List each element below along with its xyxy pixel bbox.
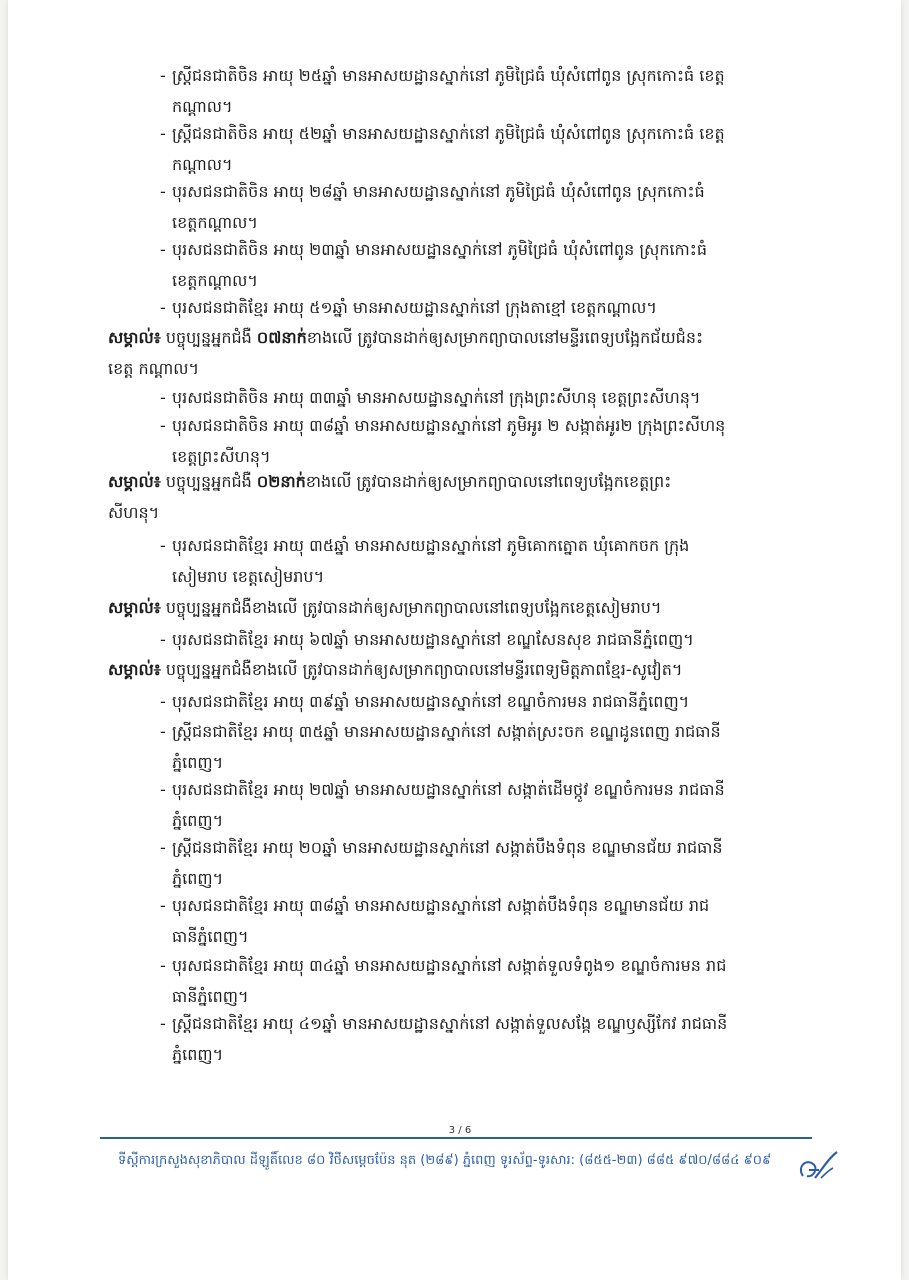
list-item bbox=[160, 1008, 823, 1070]
note-label: សម្គាល់៖ bbox=[108, 660, 161, 679]
list-item bbox=[160, 832, 823, 894]
item-line: ស្ត្រីជនជាតិខ្មែរ អាយុ ២០ឆ្នាំ មានអាសយដ្ឋានស្នាក់នៅ សង្កាត់បឹងទំពុន ខណ្ឌមានជ័យ រាជធានី bbox=[172, 838, 723, 857]
item-line: ស្ត្រីជនជាតិខ្មែរ អាយុ ៣៥ឆ្នាំ មានអាសយដ្ឋានស្នាក់នៅ សង្កាត់ស្រះចក ខណ្ឌដូនពេញ រាជធានី bbox=[172, 722, 721, 741]
list-item bbox=[160, 774, 823, 836]
bullet-dash: - bbox=[160, 896, 166, 915]
item-line: បុរសជនជាតិចិន អាយុ ២៣ឆ្នាំ មានអាសយដ្ឋានស្នាក់នៅ ភូមិជ្រៃធំ ឃុំសំពៅពូន ស្រុកកោះធំ bbox=[172, 240, 707, 259]
note-text: បច្ចុប្បន្នអ្នកជំងឺខាងលើ ត្រូវបានដាក់ឲ្យសម្រាកព្យាបាលនៅមន្ទីរពេទ្យមិត្តភាពខ្មែរ-សូវៀត។ bbox=[160, 660, 683, 679]
bullet-dash: - bbox=[160, 722, 166, 741]
item-line: បុរសជនជាតិខ្មែរ អាយុ ២៧ឆ្នាំ មានអាសយដ្ឋានស្នាក់នៅ សង្កាត់ដើមថ្កូវ ខណ្ឌចំការមន រាជធានី bbox=[172, 780, 725, 799]
item-line: ស្ត្រីជនជាតិចិន អាយុ ២៥ឆ្នាំ មានអាសយដ្ឋានស្នាក់នៅ ភូមិជ្រៃធំ ឃុំសំពៅពូន ស្រុកកោះធំ ខេត្ត bbox=[172, 66, 725, 85]
item-line-cont: ខេត្តព្រះសីហនុ។ bbox=[172, 447, 271, 466]
list-item bbox=[160, 382, 823, 413]
bullet-dash: - bbox=[160, 692, 166, 711]
note-text: បច្ចុប្បន្នអ្នកជំងឺ bbox=[160, 328, 257, 347]
bullet-dash: - bbox=[160, 388, 166, 407]
note-line-cont: សីហនុ។ bbox=[108, 503, 160, 522]
list-item bbox=[160, 410, 823, 472]
item-line-cont: ភ្នំពេញ។ bbox=[172, 1045, 224, 1064]
page-number: 3 / 6 bbox=[448, 1125, 472, 1136]
item-line: បុរសជនជាតិខ្មែរ អាយុ ៣៩ឆ្នាំ មានអាសយដ្ឋានស្នាក់នៅ ខណ្ឌចំការមន រាជធានីភ្នំពេញ។ bbox=[172, 692, 690, 711]
item-line-cont: ភ្នំពេញ។ bbox=[172, 811, 224, 830]
item-line-cont: កណ្ដាល។ bbox=[172, 155, 233, 174]
note-count: ០២នាក់ bbox=[256, 472, 306, 491]
list-item bbox=[160, 686, 823, 717]
list-item bbox=[160, 716, 823, 778]
bullet-dash: - bbox=[160, 838, 166, 857]
item-line-cont: សៀមរាប ខេត្តសៀមរាប។ bbox=[172, 567, 325, 586]
item-line-cont: ធានីភ្នំពេញ។ bbox=[172, 927, 249, 946]
item-line: ស្ត្រីជនជាតិខ្មែរ អាយុ ៤១ឆ្នាំ មានអាសយដ្ឋានស្នាក់នៅ សង្កាត់ទួលសង្កែ ខណ្ឌឫស្សីកែវ រាជធានី bbox=[172, 1014, 728, 1033]
note-label: សម្គាល់៖ bbox=[108, 472, 161, 491]
note-paragraph bbox=[108, 466, 828, 528]
item-line-cont: ធានីភ្នំពេញ។ bbox=[172, 987, 249, 1006]
bullet-dash: - bbox=[160, 124, 166, 143]
list-item bbox=[160, 118, 823, 180]
list-item bbox=[160, 234, 823, 296]
item-line: បុរសជនជាតិខ្មែរ អាយុ ៣៥ឆ្នាំ មានអាសយដ្ឋានស្នាក់នៅ ភូមិគោកត្នោត ឃុំគោកចក ក្រុង bbox=[172, 536, 690, 555]
list-item bbox=[160, 176, 823, 238]
item-line: បុរសជនជាតិខ្មែរ អាយុ ៣៨ឆ្នាំ មានអាសយដ្ឋានស្នាក់នៅ សង្កាត់បឹងទំពុន ខណ្ឌមានជ័យ រាជ bbox=[172, 896, 710, 915]
list-item bbox=[160, 530, 823, 592]
bullet-dash: - bbox=[160, 780, 166, 799]
bullet-dash: - bbox=[160, 298, 166, 317]
note-text-rest: ខាងលើ ត្រូវបានដាក់ឲ្យសម្រាកព្យាបាលនៅពេទ្យបង្អែកខេត្តព្រះ bbox=[305, 472, 672, 491]
item-line-cont: កណ្ដាល។ bbox=[172, 97, 233, 116]
bullet-dash: - bbox=[160, 630, 166, 649]
bullet-dash: - bbox=[160, 66, 166, 85]
item-line-cont: ខេត្តកណ្ដាល។ bbox=[172, 271, 258, 290]
item-line-cont: ភ្នំពេញ។ bbox=[172, 869, 224, 888]
bullet-dash: - bbox=[160, 1014, 166, 1033]
note-line-cont: ខេត្ត កណ្ដាល។ bbox=[108, 359, 200, 378]
note-count: ០៧នាក់ bbox=[256, 328, 307, 347]
item-line: បុរសជនជាតិចិន អាយុ ៣៨ឆ្នាំ មានអាសយដ្ឋានស្នាក់នៅ ភូមិអូរ ២ សង្កាត់អូរ២ ក្រុងព្រះសីហនុ bbox=[172, 416, 726, 435]
bullet-dash: - bbox=[160, 240, 166, 259]
item-line-cont: ខេត្តកណ្ដាល។ bbox=[172, 213, 258, 232]
note-text-rest: ខាងលើ ត្រូវបានដាក់ឲ្យសម្រាកព្យាបាលនៅមន្ទីរពេទ្យបង្អែកជ័យជំនះ bbox=[306, 328, 704, 347]
bullet-dash: - bbox=[160, 536, 166, 555]
note-paragraph bbox=[108, 322, 828, 384]
note-label: សម្គាល់៖ bbox=[108, 598, 161, 617]
list-item bbox=[160, 624, 823, 655]
list-item bbox=[160, 292, 823, 323]
bullet-dash: - bbox=[160, 182, 166, 201]
item-line-cont: ភ្នំពេញ។ bbox=[172, 753, 224, 772]
list-item bbox=[160, 950, 823, 1012]
list-item bbox=[160, 60, 823, 122]
note-paragraph bbox=[108, 654, 828, 685]
note-paragraph bbox=[108, 592, 828, 623]
bullet-dash: - bbox=[160, 956, 166, 975]
item-line: បុរសជនជាតិខ្មែរ អាយុ ៣៤ឆ្នាំ មានអាសយដ្ឋានស្នាក់នៅ សង្កាត់ទួលទំពូង១ ខណ្ឌចំការមន រាជ bbox=[172, 956, 727, 975]
item-line: បុរសជនជាតិខ្មែរ អាយុ ៥១ឆ្នាំ មានអាសយដ្ឋានស្នាក់នៅ ក្រុងតាខ្មៅ ខេត្តកណ្ដាល។ bbox=[172, 298, 657, 317]
note-text: បច្ចុប្បន្នអ្នកជំងឺខាងលើ ត្រូវបានដាក់ឲ្យសម្រាកព្យាបាលនៅពេទ្យបង្អែកខេត្តសៀមរាប។ bbox=[160, 598, 662, 617]
item-line: ស្ត្រីជនជាតិចិន អាយុ ៥២ឆ្នាំ មានអាសយដ្ឋានស្នាក់នៅ ភូមិជ្រៃធំ ឃុំសំពៅពូន ស្រុកកោះធំ ខេត្ត bbox=[172, 124, 725, 143]
item-line: បុរសជនជាតិខ្មែរ អាយុ ៦៧ឆ្នាំ មានអាសយដ្ឋានស្នាក់នៅ ខណ្ឌសែនសុខ រាជធានីភ្នំពេញ។ bbox=[172, 630, 694, 649]
footer-address: ទីស្តីការក្រសួងសុខាភិបាល ដីឡូតិ៍លេខ ៨០ វិថីសម្តេចប៉ែន នុត (២៨៩) ភ្នំពេញ ទូរស័ព្ទ-ទូរសារ: (៨៥៥-២៣) ៨៨៥ ៩៧០/៨៨៤ ៩០៩ bbox=[118, 1153, 772, 1168]
bullet-dash: - bbox=[160, 416, 166, 435]
item-line: បុរសជនជាតិចិន អាយុ ៣៣ឆ្នាំ មានអាសយដ្ឋានស្នាក់នៅ ក្រុងព្រះសីហនុ ខេត្តព្រះសីហនុ។ bbox=[172, 388, 701, 407]
footer-divider bbox=[100, 1137, 812, 1139]
item-line: បុរសជនជាតិចិន អាយុ ២៨ឆ្នាំ មានអាសយដ្ឋានស្នាក់នៅ ភូមិជ្រៃធំ ឃុំសំពៅពូន ស្រុកកោះធំ bbox=[172, 182, 705, 201]
signature-logo-icon bbox=[793, 1148, 843, 1188]
note-label: សម្គាល់៖ bbox=[108, 328, 161, 347]
note-text: បច្ចុប្បន្នអ្នកជំងឺ bbox=[160, 472, 257, 491]
list-item bbox=[160, 890, 823, 952]
